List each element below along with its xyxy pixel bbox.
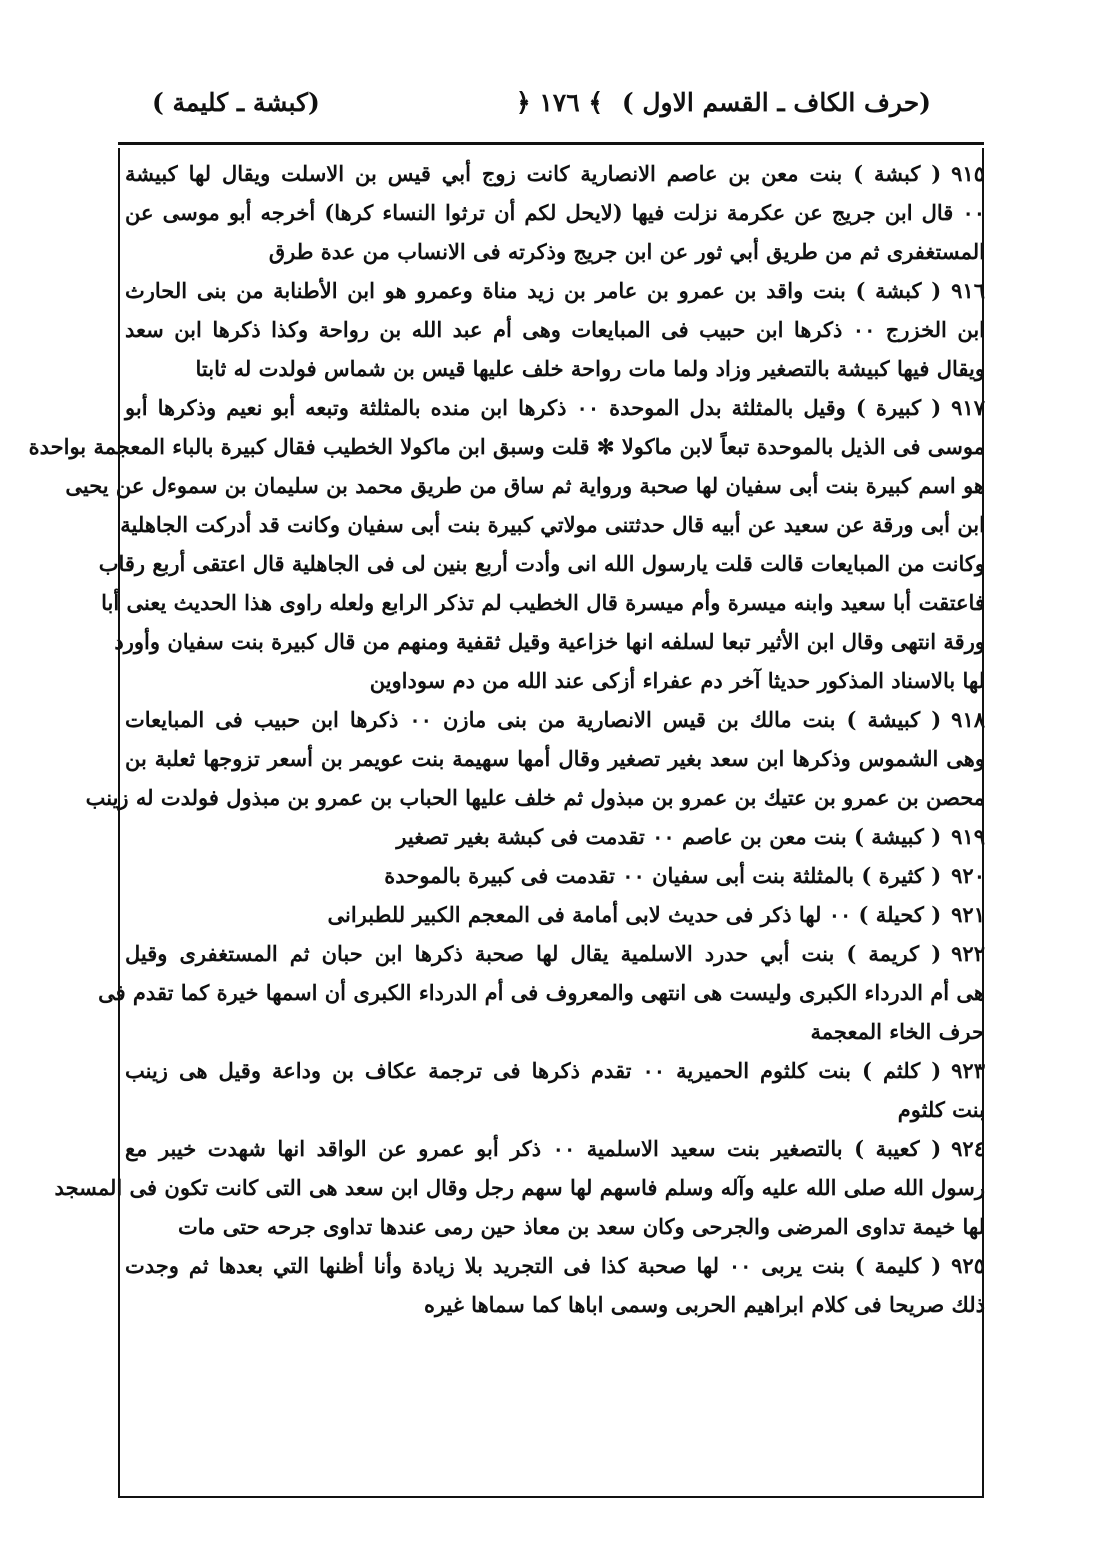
entry-text: ( كبيشة ) بنت مالك بن قيس الانصارية من بنى مازن ٠٠ ذكرها ابن حبيب فى المبايعات (125, 707, 942, 732)
entry-line (125, 661, 985, 700)
entry-line (125, 856, 985, 895)
entry-text: هو اسم كبيرة بنت أبى سفيان لها صحبة ورواية ثم ساق من طريق محمد بن سليمان بن سموءل عن يحيى (65, 473, 985, 498)
entry-line (125, 934, 985, 973)
entry-text: هى أم الدرداء الكبرى وليست هى انتهى والمعروف فى أم الدرداء الكبرى أن اسمها خيرة كما تقدم فى (98, 980, 985, 1005)
entry-text: ٠٠ قال ابن جريج عن عكرمة نزلت فيها (لايحل لكم أن ترثوا النساء كرها) أخرجه أبو موسى عن (125, 200, 985, 225)
entry-line (125, 739, 985, 778)
entry (125, 817, 985, 856)
entry-text: ( كريمة ) بنت أبي حدرد الاسلمية يقال لها صحبة ذكرها ابن حبان ثم المستغفرى وقيل (125, 941, 942, 966)
entry-line (125, 1207, 985, 1246)
entry (28, 388, 985, 700)
entry-line (125, 1051, 985, 1090)
page-number: ﴿ ١٧٦ ﴾ (515, 88, 603, 117)
entry-line (98, 544, 985, 583)
entry-line (125, 817, 985, 856)
entry-line (125, 1285, 985, 1324)
entry-line (125, 1246, 985, 1285)
entry-text: المستغفرى ثم من طريق أبي ثور عن ابن جريج وذكرته فى الانساب من عدة طرق (268, 239, 985, 264)
entry-text: ( كبيرة ) وقيل بالمثلثة بدل الموحدة ٠٠ ذكرها ابن منده بالمثلثة وتبعه أبو نعيم وذكرها أبو (125, 395, 942, 420)
entry-text: ورقة انتهى وقال ابن الأثير تبعا لسلفه انها خزاعية وقيل ثقفية ومنهم من قال كبيرة بنت سفيان وأورد (114, 629, 985, 654)
entry (98, 934, 985, 1051)
entry-line (125, 310, 985, 349)
entry-text: ويقال فيها كبيشة بالتصغير وزاد ولما مات رواحة خلف عليها قيس بن شماس فولدت له ثابتا (195, 356, 985, 381)
entry-line (120, 505, 985, 544)
entry-number: ٩١٨ (951, 707, 986, 732)
entry-text: فاعتقت أبا سعيد وابنه ميسرة وأم ميسرة قال الخطيب لم تذكر الرابع ولعله راوى هذا الحديث يعنى أبا (101, 590, 985, 615)
entry-text: ابن أبى ورقة عن سعيد عن أبيه قال حدثتنى مولاتي كبيرة بنت أبى سفيان وكانت قد أدركت الجاهلية (120, 512, 985, 537)
entry-line (28, 427, 985, 466)
entry-line (125, 1129, 985, 1168)
entry-line (125, 193, 985, 232)
entry-text: وكانت من المبايعات قالت قلت يارسول الله انى وأدت أربع بنين لى فى الجاهلية قال اعتقى أربع رقاب (98, 551, 985, 576)
entry-line (125, 700, 985, 739)
entries-body (28, 154, 986, 1324)
entry-text: لها خيمة تداوى المرضى والجرحى وكان سعد بن معاذ حين رمى عندها تداوى جرحه حتى مات (178, 1214, 985, 1239)
entry-text: لها بالاسناد المذكور حديثا آخر دم عفراء أزكى عند الله من دم سوداوين (369, 668, 985, 693)
entry-text: وهى الشموس وذكرها ابن سعد بغير تصغير وقال أمها سهيمة بنت عويمر بن أسعر تزوجها ثعلبة بن (125, 746, 985, 771)
entry-text: ( كبيشة ) بنت معن بن عاصم ٠٠ تقدمت فى كبشة بغير تصغير (396, 824, 942, 849)
entry-number: ٩٢٥ (951, 1253, 985, 1278)
entry-text: ( كثيرة ) بالمثلثة بنت أبى سفيان ٠٠ تقدمت فى كبيرة بالموحدة (384, 863, 942, 888)
entry-line (54, 1168, 985, 1207)
entry-line (125, 154, 985, 193)
entry-number: ٩٢١ (951, 902, 985, 927)
entry-number: ٩٢٤ (951, 1136, 985, 1161)
entry-line (125, 271, 985, 310)
entry (54, 1129, 985, 1246)
entry-text: بنت كلثوم (897, 1097, 985, 1122)
entry-number: ٩١٥ (951, 161, 985, 186)
entry-line (125, 1012, 985, 1051)
entry-line (98, 973, 985, 1012)
entry-text: محصن بن عمرو بن عتيك بن عمرو بن مبذول ثم خلف عليها الحباب بن عمرو بن مبذول فولدت له زينب (85, 785, 985, 810)
entry-text: موسى فى الذيل بالموحدة تبعاً لابن ماكولا ✻ قلت وسبق ابن ماكولا الخطيب فقال كبيرة بالباء المعجمة بواحدة (28, 434, 985, 459)
entry-text: حرف الخاء المعجمة (810, 1019, 985, 1044)
entry (125, 154, 985, 271)
entry-text: ابن الخزرج ٠٠ ذكرها ابن حبيب فى المبايعات وهى أم عبد الله بن رواحة وكذا ذكرها ابن سعد (125, 317, 985, 342)
entry-line (65, 466, 985, 505)
entry-line (85, 778, 985, 817)
entry-text: ( كحيلة ) ٠٠ لها ذكر فى حديث لابى أمامة فى المعجم الكبير للطبرانى (327, 902, 942, 927)
entry-number: ٩٢٢ (951, 941, 985, 966)
entry-text: ( كبشة ) بنت معن بن عاصم الانصارية كانت زوج أبي قيس بن الاسلت ويقال لها كبيشة (125, 161, 942, 186)
entry-number: ٩١٦ (951, 278, 985, 303)
entry-text: ذلك صريحا فى كلام ابراهيم الحربى وسمى اباها كما سماها غيره (423, 1292, 985, 1317)
entry-number: ٩١٩ (951, 824, 985, 849)
entry-line (101, 583, 985, 622)
entry-text: رسول الله صلى الله عليه وآله وسلم فاسهم لها سهم رجل وقال ابن سعد هى التى كانت تكون فى المسجد (54, 1175, 985, 1200)
entry-text: ( كعيبة ) بالتصغير بنت سعيد الاسلمية ٠٠ ذكر أبو عمرو عن الواقد انها شهدت خيبر مع (125, 1136, 942, 1161)
entry-text: ( كبشة ) بنت واقد بن عمرو بن عامر بن زيد مناة وعمرو هو ابن الأطنابة من بنى الحارث (125, 278, 942, 303)
entry-line (125, 232, 985, 271)
entry-line (125, 388, 985, 427)
entry-line (125, 349, 985, 388)
header-rule (118, 142, 984, 145)
entry-number: ٩٢٠ (951, 863, 985, 888)
entry-text: ( كليمة ) بنت يربى ٠٠ لها صحبة كذا فى التجريد بلا زيادة وأنا أظنها التي بعدها ثم وجدت (125, 1253, 942, 1278)
entry-line (114, 622, 985, 661)
header-chapter: (حرف الكاف ـ القسم الاول ) (621, 88, 931, 117)
entry-line (125, 895, 985, 934)
entry (125, 1246, 985, 1324)
entry-line (125, 1090, 985, 1129)
header-entry-range: (كبشة ـ كليمة ) (152, 88, 320, 117)
entry-text: ( كلثم ) بنت كلثوم الحميرية ٠٠ تقدم ذكرها فى ترجمة عكاف بن وداعة وقيل هى زينب (125, 1058, 942, 1083)
entry-number: ٩١٧ (951, 395, 985, 420)
entry (125, 271, 985, 388)
entry (85, 700, 986, 817)
entry (125, 1051, 985, 1129)
entry (125, 856, 985, 895)
entry-number: ٩٢٣ (951, 1058, 985, 1083)
page-header (0, 88, 1119, 138)
entry (125, 895, 985, 934)
